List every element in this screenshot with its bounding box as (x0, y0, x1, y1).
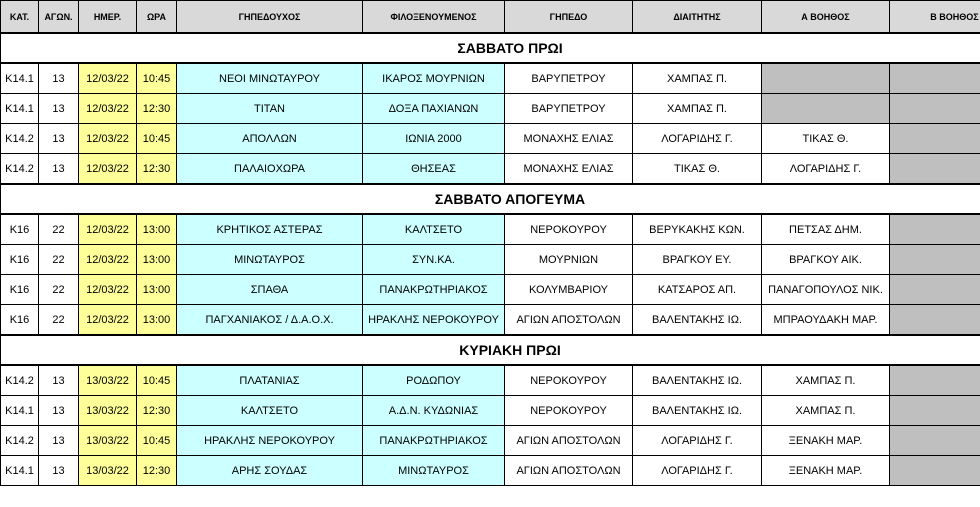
date-cell: 12/03/22 (79, 305, 137, 336)
assistant-b-cell (890, 63, 980, 94)
venue-cell: ΑΓΙΩΝ ΑΠΟΣΤΟΛΩΝ (505, 456, 633, 486)
assistant-a-cell: ΤΙΚΑΣ Θ. (762, 124, 890, 154)
venue-cell: ΜΟΝΑΧΗΣ ΕΛΙΑΣ (505, 154, 633, 185)
round-cell: 13 (39, 396, 79, 426)
referee-cell: ΒΕΡΥΚΑΚΗΣ ΚΩΝ. (633, 214, 762, 245)
time-cell: 12:30 (137, 154, 177, 185)
round-cell: 13 (39, 63, 79, 94)
date-cell: 13/03/22 (79, 365, 137, 396)
venue-cell: ΜΟΥΡΝΙΩΝ (505, 245, 633, 275)
referee-cell: ΤΙΚΑΣ Θ. (633, 154, 762, 185)
home-team-cell: ΠΑΛΑΙΟΧΩΡΑ (177, 154, 363, 185)
table-row (1, 426, 980, 456)
venue-cell: ΑΓΙΩΝ ΑΠΟΣΤΟΛΩΝ (505, 305, 633, 336)
referee-cell: ΛΟΓΑΡΙΔΗΣ Γ. (633, 456, 762, 486)
round-cell: 22 (39, 275, 79, 305)
assistant-a-cell: ΠΑΝΑΓΟΠΟΥΛΟΣ ΝΙΚ. (762, 275, 890, 305)
home-team-cell: ΚΡΗΤΙΚΟΣ ΑΣΤΕΡΑΣ (177, 214, 363, 245)
assistant-a-cell (762, 94, 890, 124)
away-team-cell: ΜΙΝΩΤΑΥΡΟΣ (363, 456, 505, 486)
column-header: ΗΜΕΡ. (79, 1, 137, 34)
section-row (1, 33, 980, 63)
category-cell: Κ16 (1, 275, 39, 305)
venue-cell: ΜΟΝΑΧΗΣ ΕΛΙΑΣ (505, 124, 633, 154)
round-cell: 13 (39, 365, 79, 396)
round-cell: 13 (39, 124, 79, 154)
venue-cell: ΝΕΡΟΚΟΥΡΟΥ (505, 214, 633, 245)
assistant-a-cell: ΞΕΝΑΚΗ ΜΑΡ. (762, 456, 890, 486)
table-row (1, 214, 980, 245)
away-team-cell: ΔΟΞΑ ΠΑΧΙΑΝΩΝ (363, 94, 505, 124)
assistant-b-cell (890, 456, 980, 486)
date-cell: 13/03/22 (79, 396, 137, 426)
home-team-cell: ΠΑΓΧΑΝΙΑΚΟΣ / Δ.Α.Ο.Χ. (177, 305, 363, 336)
column-header: ΓΗΠΕΔΟΥΧΟΣ (177, 1, 363, 34)
referee-cell: ΧΑΜΠΑΣ Π. (633, 94, 762, 124)
table-row (1, 63, 980, 94)
assistant-a-cell (762, 63, 890, 94)
category-cell: Κ14.1 (1, 396, 39, 426)
referee-cell: ΧΑΜΠΑΣ Π. (633, 63, 762, 94)
table-row (1, 396, 980, 426)
round-cell: 13 (39, 154, 79, 185)
table-row (1, 275, 980, 305)
assistant-b-cell (890, 214, 980, 245)
category-cell: Κ14.1 (1, 94, 39, 124)
home-team-cell: ΚΑΛΤΣΕΤΟ (177, 396, 363, 426)
section-title: ΣΑΒΒΑΤΟ ΑΠΟΓΕΥΜΑ (1, 184, 980, 214)
venue-cell: ΑΓΙΩΝ ΑΠΟΣΤΟΛΩΝ (505, 426, 633, 456)
assistant-b-cell (890, 275, 980, 305)
column-header: Β ΒΟΗΘΟΣ (890, 1, 980, 34)
assistant-b-cell (890, 94, 980, 124)
column-header: ΓΗΠΕΔΟ (505, 1, 633, 34)
assistant-a-cell: ΧΑΜΠΑΣ Π. (762, 365, 890, 396)
table-row (1, 94, 980, 124)
home-team-cell: ΤΙΤΑΝ (177, 94, 363, 124)
assistant-a-cell: ΧΑΜΠΑΣ Π. (762, 396, 890, 426)
round-cell: 22 (39, 305, 79, 336)
round-cell: 13 (39, 94, 79, 124)
time-cell: 13:00 (137, 214, 177, 245)
home-team-cell: ΑΡΗΣ ΣΟΥΔΑΣ (177, 456, 363, 486)
away-team-cell: Α.Δ.Ν. ΚΥΔΩΝΙΑΣ (363, 396, 505, 426)
column-header: ΚΑΤ. (1, 1, 39, 34)
away-team-cell: ΚΑΛΤΣΕΤΟ (363, 214, 505, 245)
referee-cell: ΒΑΛΕΝΤΑΚΗΣ ΙΩ. (633, 396, 762, 426)
category-cell: Κ14.2 (1, 426, 39, 456)
time-cell: 12:30 (137, 456, 177, 486)
column-header: Α ΒΟΗΘΟΣ (762, 1, 890, 34)
referee-cell: ΛΟΓΑΡΙΔΗΣ Γ. (633, 426, 762, 456)
category-cell: Κ14.2 (1, 124, 39, 154)
referee-cell: ΒΡΑΓΚΟΥ ΕΥ. (633, 245, 762, 275)
header-row (1, 1, 980, 34)
time-cell: 13:00 (137, 245, 177, 275)
table-row (1, 154, 980, 185)
date-cell: 12/03/22 (79, 245, 137, 275)
assistant-a-cell: ΛΟΓΑΡΙΔΗΣ Γ. (762, 154, 890, 185)
date-cell: 12/03/22 (79, 63, 137, 94)
category-cell: Κ16 (1, 214, 39, 245)
date-cell: 12/03/22 (79, 275, 137, 305)
venue-cell: ΒΑΡΥΠΕΤΡΟΥ (505, 63, 633, 94)
assistant-b-cell (890, 154, 980, 185)
referee-cell: ΒΑΛΕΝΤΑΚΗΣ ΙΩ. (633, 365, 762, 396)
round-cell: 13 (39, 426, 79, 456)
date-cell: 13/03/22 (79, 456, 137, 486)
date-cell: 12/03/22 (79, 94, 137, 124)
referee-cell: ΚΑΤΣΑΡΟΣ ΑΠ. (633, 275, 762, 305)
home-team-cell: ΣΠΑΘΑ (177, 275, 363, 305)
column-header: ΩΡΑ (137, 1, 177, 34)
round-cell: 13 (39, 456, 79, 486)
referee-cell: ΛΟΓΑΡΙΔΗΣ Γ. (633, 124, 762, 154)
section-title: ΣΑΒΒΑΤΟ ΠΡΩΙ (1, 33, 980, 63)
table-row (1, 305, 980, 336)
category-cell: Κ14.2 (1, 365, 39, 396)
assistant-a-cell: ΠΕΤΣΑΣ ΔΗΜ. (762, 214, 890, 245)
assistant-b-cell (890, 245, 980, 275)
assistant-b-cell (890, 124, 980, 154)
referee-cell: ΒΑΛΕΝΤΑΚΗΣ ΙΩ. (633, 305, 762, 336)
column-header: ΔΙΑΙΤΗΤΗΣ (633, 1, 762, 34)
section-row (1, 184, 980, 214)
venue-cell: ΝΕΡΟΚΟΥΡΟΥ (505, 365, 633, 396)
date-cell: 12/03/22 (79, 124, 137, 154)
table-row (1, 456, 980, 486)
time-cell: 10:45 (137, 426, 177, 456)
assistant-b-cell (890, 305, 980, 336)
home-team-cell: ΑΠΟΛΛΩΝ (177, 124, 363, 154)
time-cell: 10:45 (137, 365, 177, 396)
home-team-cell: ΜΙΝΩΤΑΥΡΟΣ (177, 245, 363, 275)
home-team-cell: ΝΕΟΙ ΜΙΝΩΤΑΥΡΟΥ (177, 63, 363, 94)
date-cell: 12/03/22 (79, 154, 137, 185)
round-cell: 22 (39, 245, 79, 275)
time-cell: 12:30 (137, 396, 177, 426)
away-team-cell: ΙΩΝΙΑ 2000 (363, 124, 505, 154)
assistant-a-cell: ΒΡΑΓΚΟΥ ΑΙΚ. (762, 245, 890, 275)
category-cell: Κ16 (1, 305, 39, 336)
table-body (1, 33, 980, 486)
away-team-cell: ΗΡΑΚΛΗΣ ΝΕΡΟΚΟΥΡΟΥ (363, 305, 505, 336)
round-cell: 22 (39, 214, 79, 245)
time-cell: 10:45 (137, 63, 177, 94)
away-team-cell: ΡΟΔΩΠΟΥ (363, 365, 505, 396)
table-row (1, 124, 980, 154)
category-cell: Κ14.1 (1, 63, 39, 94)
assistant-b-cell (890, 365, 980, 396)
column-header: ΑΓΩΝ. (39, 1, 79, 34)
category-cell: Κ16 (1, 245, 39, 275)
table-row (1, 365, 980, 396)
category-cell: Κ14.1 (1, 456, 39, 486)
venue-cell: ΚΟΛΥΜΒΑΡΙΟΥ (505, 275, 633, 305)
section-title: ΚΥΡΙΑΚΗ ΠΡΩΙ (1, 335, 980, 365)
time-cell: 13:00 (137, 275, 177, 305)
table-row (1, 245, 980, 275)
date-cell: 12/03/22 (79, 214, 137, 245)
time-cell: 13:00 (137, 305, 177, 336)
away-team-cell: ΠΑΝΑΚΡΩΤΗΡΙΑΚΟΣ (363, 426, 505, 456)
away-team-cell: ΣΥΝ.ΚΑ. (363, 245, 505, 275)
away-team-cell: ΠΑΝΑΚΡΩΤΗΡΙΑΚΟΣ (363, 275, 505, 305)
assistant-b-cell (890, 426, 980, 456)
away-team-cell: ΘΗΣΕΑΣ (363, 154, 505, 185)
venue-cell: ΒΑΡΥΠΕΤΡΟΥ (505, 94, 633, 124)
time-cell: 12:30 (137, 94, 177, 124)
away-team-cell: ΙΚΑΡΟΣ ΜΟΥΡΝΙΩΝ (363, 63, 505, 94)
assistant-a-cell: ΜΠΡΑΟΥΔΑΚΗ ΜΑΡ. (762, 305, 890, 336)
assistant-b-cell (890, 396, 980, 426)
column-header: ΦΙΛΟΞΕΝΟΥΜΕΝΟΣ (363, 1, 505, 34)
time-cell: 10:45 (137, 124, 177, 154)
category-cell: Κ14.2 (1, 154, 39, 185)
assistant-a-cell: ΞΕΝΑΚΗ ΜΑΡ. (762, 426, 890, 456)
section-row (1, 335, 980, 365)
venue-cell: ΝΕΡΟΚΟΥΡΟΥ (505, 396, 633, 426)
home-team-cell: ΠΛΑΤΑΝΙΑΣ (177, 365, 363, 396)
home-team-cell: ΗΡΑΚΛΗΣ ΝΕΡΟΚΟΥΡΟΥ (177, 426, 363, 456)
date-cell: 13/03/22 (79, 426, 137, 456)
